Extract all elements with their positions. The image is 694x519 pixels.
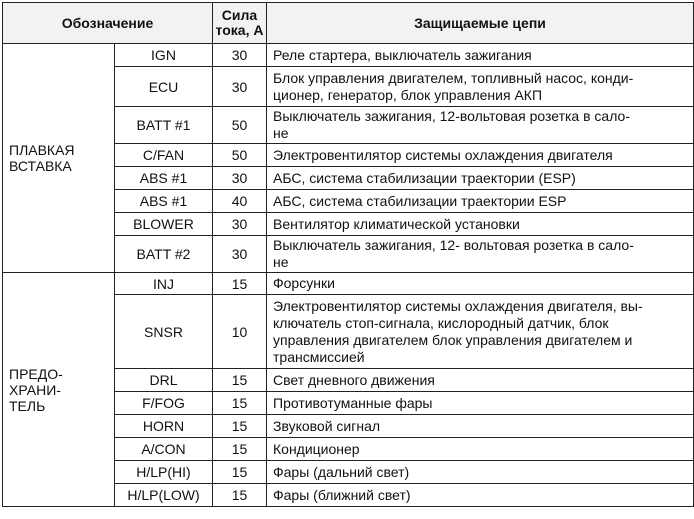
circuit-text-line: Вентилятор климатической установки bbox=[273, 215, 520, 232]
group-label bbox=[3, 44, 115, 273]
fuse-code: DRL bbox=[115, 369, 213, 392]
protected-circuits bbox=[267, 107, 694, 144]
header-current-line1: Сила bbox=[221, 7, 258, 23]
circuit-text-line: Кондиционер bbox=[273, 440, 360, 457]
circuit-text-line: АБС, система стабилизации траектории (ESP) bbox=[273, 169, 576, 186]
fuse-code: BATT #1 bbox=[115, 107, 213, 144]
circuit-text-line: трансмиссией bbox=[273, 348, 365, 365]
fuse-code: H/LP(HI) bbox=[115, 461, 213, 484]
fuse-amperage: 15 bbox=[213, 438, 267, 461]
fuse-code: C/FAN bbox=[115, 144, 213, 167]
circuit-text-line: Фары (ближний свет) bbox=[273, 486, 411, 503]
protected-circuits bbox=[267, 273, 694, 295]
protected-circuits bbox=[267, 144, 694, 167]
fuse-amperage: 50 bbox=[213, 144, 267, 167]
fuse-amperage: 30 bbox=[213, 44, 267, 67]
circuit-text-line: Блок управления двигателем, топливный насос, конди- bbox=[273, 69, 634, 86]
fuse-code: A/CON bbox=[115, 438, 213, 461]
protected-circuits bbox=[267, 213, 694, 236]
fuse-code: IGN bbox=[115, 44, 213, 67]
fuse-amperage: 15 bbox=[213, 392, 267, 415]
protected-circuits bbox=[267, 190, 694, 213]
protected-circuits bbox=[267, 167, 694, 190]
protected-circuits bbox=[267, 392, 694, 415]
protected-circuits bbox=[267, 484, 694, 507]
fuse-amperage: 15 bbox=[213, 484, 267, 507]
fuse-amperage: 50 bbox=[213, 107, 267, 144]
circuit-text-line: Форсунки bbox=[273, 275, 335, 291]
protected-circuits bbox=[267, 415, 694, 438]
fuse-amperage: 30 bbox=[213, 213, 267, 236]
group-label-line: ТЕЛЬ bbox=[9, 397, 46, 414]
circuit-text-line: АБС, система стабилизации траектории ESP bbox=[273, 192, 567, 209]
fuse-code: BATT #2 bbox=[115, 236, 213, 273]
circuit-text-line: Звуковой сигнал bbox=[273, 417, 381, 434]
fuse-code: BLOWER bbox=[115, 213, 213, 236]
fuse-code: INJ bbox=[115, 273, 213, 295]
protected-circuits bbox=[267, 44, 694, 67]
header-designation: Обозначение bbox=[3, 3, 213, 44]
circuit-text-line: не bbox=[273, 125, 289, 141]
protected-circuits bbox=[267, 438, 694, 461]
header-circuits: Защищаемые цепи bbox=[267, 3, 694, 44]
protected-circuits bbox=[267, 461, 694, 484]
fuse-code: ABS #1 bbox=[115, 190, 213, 213]
table-row bbox=[3, 44, 694, 67]
header-current-line2: тока, А bbox=[215, 22, 264, 38]
protected-circuits bbox=[267, 295, 694, 369]
circuit-text-line: Электровентилятор системы охлаждения двигателя bbox=[273, 146, 613, 163]
circuit-text-line: Выключатель зажигания, 12- вольтовая розетка в сало- bbox=[273, 237, 634, 253]
fuse-code: H/LP(LOW) bbox=[115, 484, 213, 507]
circuit-text-line: не bbox=[273, 254, 289, 270]
circuit-text-line: Электровентилятор системы охлаждения двигателя, вы- bbox=[273, 297, 643, 314]
circuit-text-line: ционер, генератор, блок управления АКП bbox=[273, 86, 543, 103]
fuse-amperage: 15 bbox=[213, 415, 267, 438]
circuit-text-line: Фары (дальний свет) bbox=[273, 463, 410, 480]
circuit-text-line: Свет дневного движения bbox=[273, 371, 435, 388]
fuse-amperage: 15 bbox=[213, 461, 267, 484]
circuit-text-line: ключатель стоп-сигнала, кислородный датчик, блок bbox=[273, 314, 609, 331]
group-label bbox=[3, 273, 115, 507]
group-label-line: ВСТАВКА bbox=[9, 158, 72, 174]
protected-circuits bbox=[267, 236, 694, 273]
group-label-line: ПРЕДО- bbox=[9, 365, 63, 382]
fuse-amperage: 15 bbox=[213, 273, 267, 295]
circuit-text-line: управления двигателем блок управления двигателем и bbox=[273, 331, 633, 348]
protected-circuits bbox=[267, 369, 694, 392]
fuse-code: SNSR bbox=[115, 295, 213, 369]
fuse-code: HORN bbox=[115, 415, 213, 438]
group-label-line: ХРАНИ- bbox=[9, 381, 61, 398]
header-current bbox=[213, 3, 267, 44]
fuse-code: ECU bbox=[115, 67, 213, 107]
fuse-amperage: 40 bbox=[213, 190, 267, 213]
circuit-text-line: Реле стартера, выключатель зажигания bbox=[273, 46, 532, 63]
group-label-line: ПЛАВКАЯ bbox=[9, 142, 75, 158]
fuse-code: ABS #1 bbox=[115, 167, 213, 190]
fuse-amperage: 15 bbox=[213, 369, 267, 392]
header-row bbox=[3, 3, 694, 44]
circuit-text-line: Выключатель зажигания, 12-вольтовая розетка в сало- bbox=[273, 108, 630, 124]
protected-circuits bbox=[267, 67, 694, 107]
circuit-text-line: Противотуманные фары bbox=[273, 394, 433, 411]
fuse-table-body bbox=[3, 44, 694, 507]
fuse-table bbox=[2, 2, 694, 507]
fuse-amperage: 30 bbox=[213, 67, 267, 107]
fuse-amperage: 30 bbox=[213, 167, 267, 190]
fuse-code: F/FOG bbox=[115, 392, 213, 415]
table-row bbox=[3, 273, 694, 295]
fuse-amperage: 10 bbox=[213, 295, 267, 369]
fuse-amperage: 30 bbox=[213, 236, 267, 273]
